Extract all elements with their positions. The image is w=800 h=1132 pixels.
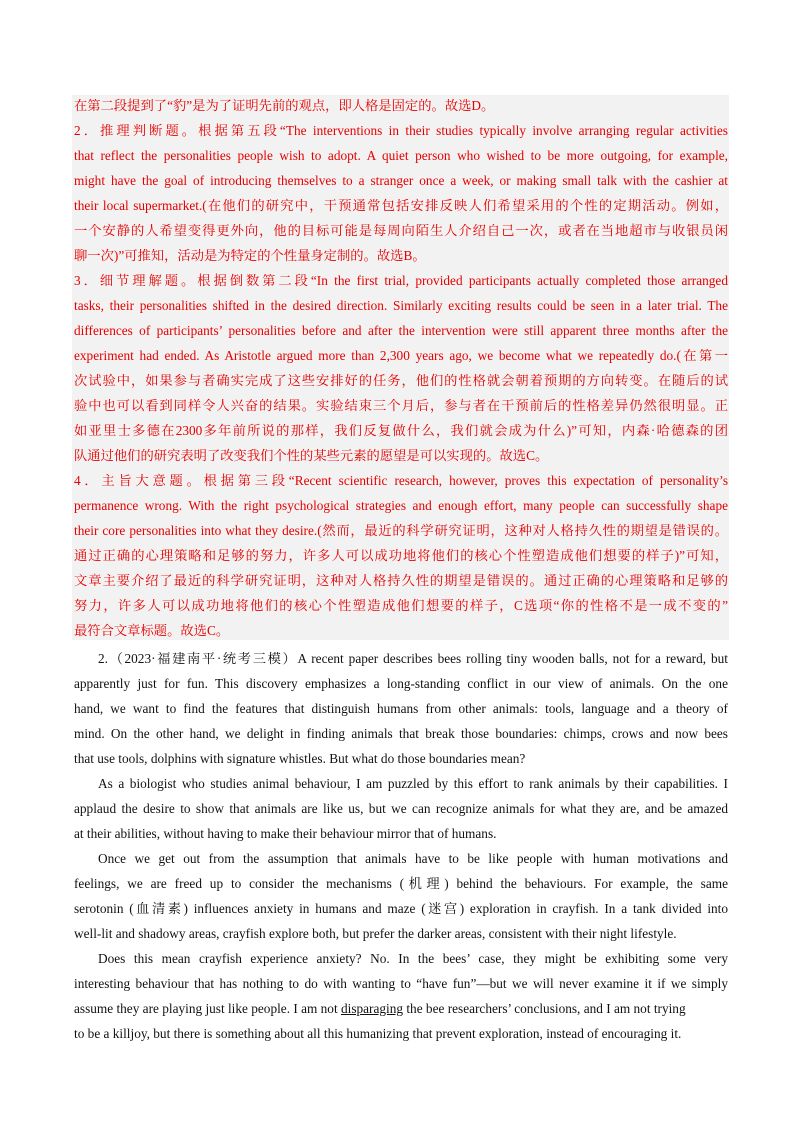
answer-line: experiment had ended. As Aristotle argued more than 2,300 years ago, we become what we repeatedly do.(在第一 <box>74 348 728 363</box>
passage-line: hand, we want to find the features that distinguish humans from other animals: tools, language and a theory of <box>74 701 728 716</box>
answer-line: 队通过他们的研究表明了改变我们个性的某些元素的愿望是可以实现的。故选C。 <box>74 448 549 463</box>
passage-line: feelings, we are freed up to consider the mechanisms (机理) behind the behaviours. For example, the same <box>74 876 728 891</box>
underlined-word: disparaging <box>340 1001 404 1016</box>
answer-line: tasks, their personalities shifted in the desired direction. Similarly exciting results could be seen in a later trial. The <box>74 298 728 313</box>
passage-line: Once we get out from the assumption that animals have to be like people with human motivations and <box>98 851 728 866</box>
passage-line: Does this mean crayfish experience anxiety? No. In the bees’ case, they might be exhibiting some very <box>98 951 728 966</box>
passage-line: to be a killjoy, but there is something about all this humanizing that prevent exploration, instead of encouraging it. <box>74 1026 682 1041</box>
passage-line: apparently just for fun. This discovery emphasizes a long-standing conflict in our view of animals. On the one <box>74 676 728 691</box>
passage-line: As a biologist who studies animal behaviour, I am puzzled by this effort to rank animals by their capabilities. I <box>98 776 728 791</box>
answer-line: 一个安静的人希望变得更外向，他的目标可能是每周向陌生人介绍自己一次，或者在当地超市与收银员闲 <box>74 223 728 238</box>
answer-line: 在第二段提到了“豹”是为了证明先前的观点，即人格是固定的。故选D。 <box>74 98 495 113</box>
answer-line: 验中也可以看到同样令人兴奋的结果。实验结束三个月后，参与者在干预前后的性格差异仍然很明显。正 <box>74 398 728 413</box>
answer-line: 次试验中，如果参与者确实完成了这些安排好的任务，他们的性格就会朝着预期的方向转变。在随后的试 <box>74 373 728 388</box>
passage-line: that use tools, dolphins with signature whistles. But what do those boundaries mean? <box>74 751 526 766</box>
answer-line: 4．主旨大意题。根据第三段“Recent scientific research, however, proves this expectation of personality’s <box>74 473 728 488</box>
answer-line: 2．推理判断题。根据第五段“The interventions in their studies typically involve arranging regular activities <box>74 123 728 138</box>
answer-line: 如亚里士多德在2300多年前所说的那样，我们反复做什么，我们就会成为什么)”可知，内森·哈德森的团 <box>74 423 728 438</box>
answer-line: permanence wrong. With the right psychological strategies and enough effort, many people can successfully shape <box>74 498 728 513</box>
answer-line: differences of participants’ personalities before and after the intervention were still apparent three months after the <box>74 323 728 338</box>
answer-line: 聊一次)”可推知，活动是为特定的个性量身定制的。故选B。 <box>74 248 426 263</box>
passage-line: well-lit and shadowy areas, crayfish explore both, but prefer the darker areas, consistent with their night lifestyle. <box>74 926 677 941</box>
passage-line: at their abilities, without having to make their behaviour mirror that of humans. <box>74 826 497 841</box>
passage-text: the bee researchers’ conclusions, and I am not trying <box>403 1001 686 1016</box>
answer-line: 3．细节理解题。根据倒数第二段“In the first trial, provided participants actually completed those arranged <box>74 273 728 288</box>
passage-line: 2.（2023·福建南平·统考三模）A recent paper describes bees rolling tiny wooden balls, not for a reward, but <box>98 651 728 666</box>
passage-line: interesting behaviour that has nothing to do with wanting to “have fun”—but we will never examine it if we simply <box>74 976 728 991</box>
answer-line: 通过正确的心理策略和足够的努力，许多人可以成功地将他们的核心个性塑造成他们想要的样子)”可知， <box>74 548 728 563</box>
passage-line <box>74 996 728 1021</box>
passage-line: mind. On the other hand, we delight in finding animals that break those boundaries: chimps, crows and now bees <box>74 726 728 741</box>
answer-line: 最符合文章标题。故选C。 <box>74 623 230 638</box>
passage-text: assume they are playing just like people. I am not <box>74 1001 341 1016</box>
passage-line: serotonin (血清素) influences anxiety in humans and maze (迷宫) exploration in crayfish. In a tank divided into <box>74 901 728 916</box>
answer-line: 努力，许多人可以成功地将他们的核心个性塑造成他们想要的样子，C选项“你的性格不是一成不变的” <box>74 598 728 613</box>
answer-line: might have the goal of introducing themselves to a stranger once a week, or making small talk with the cashier at <box>74 173 728 188</box>
answer-line: their core personalities into what they desire.(然而，最近的科学研究证明，这种对人格持久性的期望是错误的。 <box>74 523 728 538</box>
passage-line: applaud the desire to show that animals are like us, but we can recognize animals for what they are, and be amazed <box>74 801 728 816</box>
answer-line: that reflect the personalities people wish to adopt. A quiet person who wished to be more outgoing, for example, <box>74 148 728 163</box>
answer-line: their local supermarket.(在他们的研究中，干预通常包括安排反映人们希望采用的个性的定期活动。例如， <box>74 198 728 213</box>
answer-line: 文章主要介绍了最近的科学研究证明，这种对人格持久性的期望是错误的。通过正确的心理策略和足够的 <box>74 573 728 588</box>
